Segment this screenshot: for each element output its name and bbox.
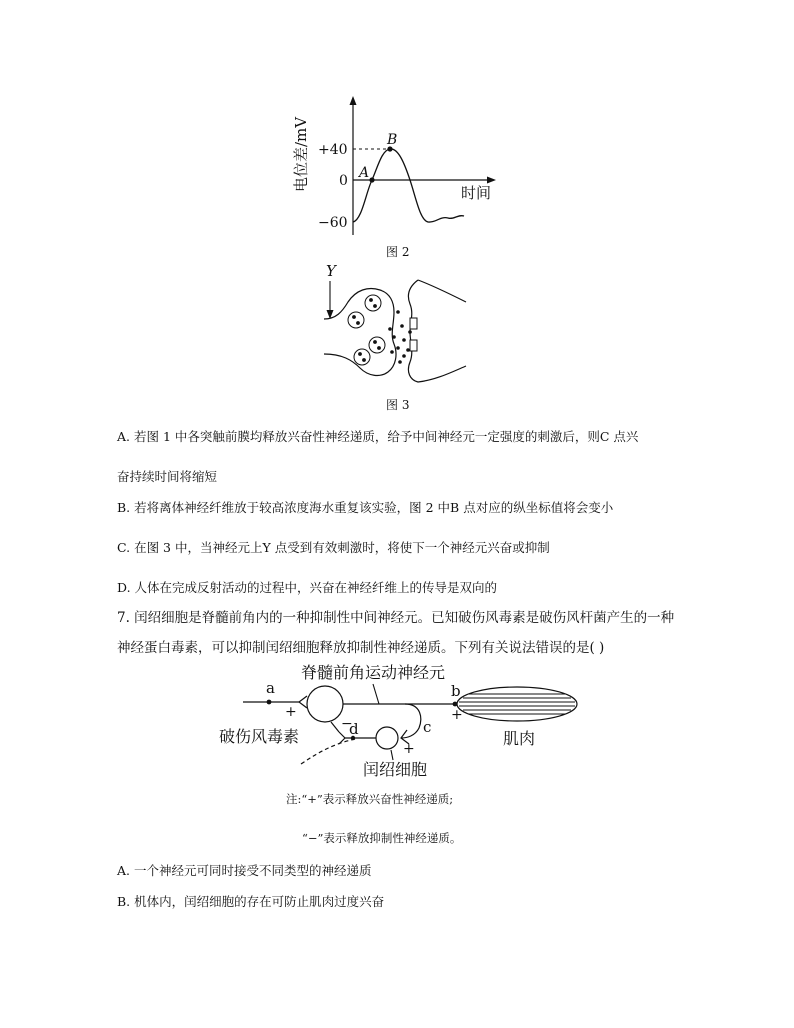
receptor-upper [410, 318, 417, 329]
q7-stem-line1: 7. 闰绍细胞是脊髓前角内的一种抑制性中间神经元。已知破伤风毒素是破伤风杆菌产生的一种 [117, 610, 675, 626]
figure-3-synapse [318, 262, 468, 394]
figure-3-caption: 图 3 [386, 398, 410, 412]
receptor-lower [410, 340, 417, 351]
figure-2-graph [290, 92, 510, 242]
x-axis-arrow [487, 177, 496, 184]
renshaw-cell-diagram [215, 660, 595, 782]
toxin-dashed-arrow [301, 739, 355, 764]
tick-minus-60: −60 [318, 215, 348, 231]
tick-plus-40: +40 [318, 142, 348, 158]
tetanus-toxin-label: 破伤风毒素 [219, 727, 300, 746]
input-synapse-ending [299, 696, 307, 708]
motor-neuron-body [307, 686, 343, 722]
cleft-neurotransmitter-dots [388, 310, 412, 364]
q6-option-d: D. 人体在完成反射活动的过程中，兴奋在神经纤维上的传导是双向的 [117, 580, 498, 595]
q6-option-c: C. 在图 3 中，当神经元上Y 点受到有效刺激时，将使下一个神经元兴奋或抑制 [117, 540, 550, 555]
axon-collateral [401, 704, 421, 738]
q7-option-b: B. 机体内，闰绍细胞的存在可防止肌肉过度兴奋 [117, 894, 385, 909]
renshaw-inhibitory-ending [339, 732, 345, 744]
y-axis-label: 电位差/mV [292, 116, 310, 192]
muscle-plus-sign: + [451, 707, 463, 723]
renshaw-cell-label: 闰绍细胞 [363, 760, 428, 779]
q7-note-line2: “−”表示释放抑制性神经递质。 [302, 831, 462, 845]
label-b: b [451, 682, 461, 700]
point-b-label: B [387, 132, 398, 148]
q6-option-a-line1: A. 若图 1 中各突触前膜均释放兴奋性神经递质，给予中间神经元一定强度的刺激后，则C 点兴 [117, 429, 639, 444]
q6-option-b: B. 若将离体神经纤维放于较高浓度海水重复该实验，图 2 中B 点对应的纵坐标值将会变小 [117, 500, 614, 515]
figure-2-caption: 图 2 [386, 245, 410, 259]
y-axis-arrow [350, 96, 357, 105]
point-a-marker [369, 177, 374, 182]
point-a-label: A [359, 165, 370, 181]
input-plus-sign: + [285, 704, 297, 720]
renshaw-to-motor-link [331, 722, 339, 732]
motor-neuron-label-pointer [373, 684, 379, 704]
inhibitory-minus-sign: − [341, 716, 353, 732]
renshaw-label-pointer [391, 750, 393, 760]
y-point-label: Y [326, 262, 336, 280]
q7-note-line1: 注:“+”表示释放兴奋性神经递质; [286, 792, 454, 806]
postsynaptic-upper-edge [418, 280, 466, 302]
renshaw-cell-body [376, 727, 398, 749]
q7-option-a: A. 一个神经元可同时接受不同类型的神经递质 [117, 863, 372, 878]
synaptic-vesicles [348, 295, 385, 365]
q7-stem-line2: 神经蛋白毒素，可以抑制闰绍细胞释放抑制性神经递质。下列有关说法错误的是( ) [117, 640, 605, 656]
tick-zero: 0 [339, 173, 348, 189]
presynaptic-membrane [324, 289, 396, 376]
motor-neuron-label: 脊髓前角运动神经元 [301, 663, 446, 682]
label-c: c [423, 718, 432, 736]
label-a: a [266, 679, 275, 697]
action-potential-curve [353, 149, 464, 222]
collateral-plus-sign: + [403, 741, 415, 757]
q6-option-a-line2: 奋持续时间将缩短 [117, 469, 218, 484]
muscle-body [457, 687, 577, 721]
postsynaptic-membrane [408, 280, 466, 382]
x-axis-label: 时间 [461, 184, 492, 202]
muscle-label: 肌肉 [503, 729, 536, 748]
label-d: d [349, 720, 359, 738]
